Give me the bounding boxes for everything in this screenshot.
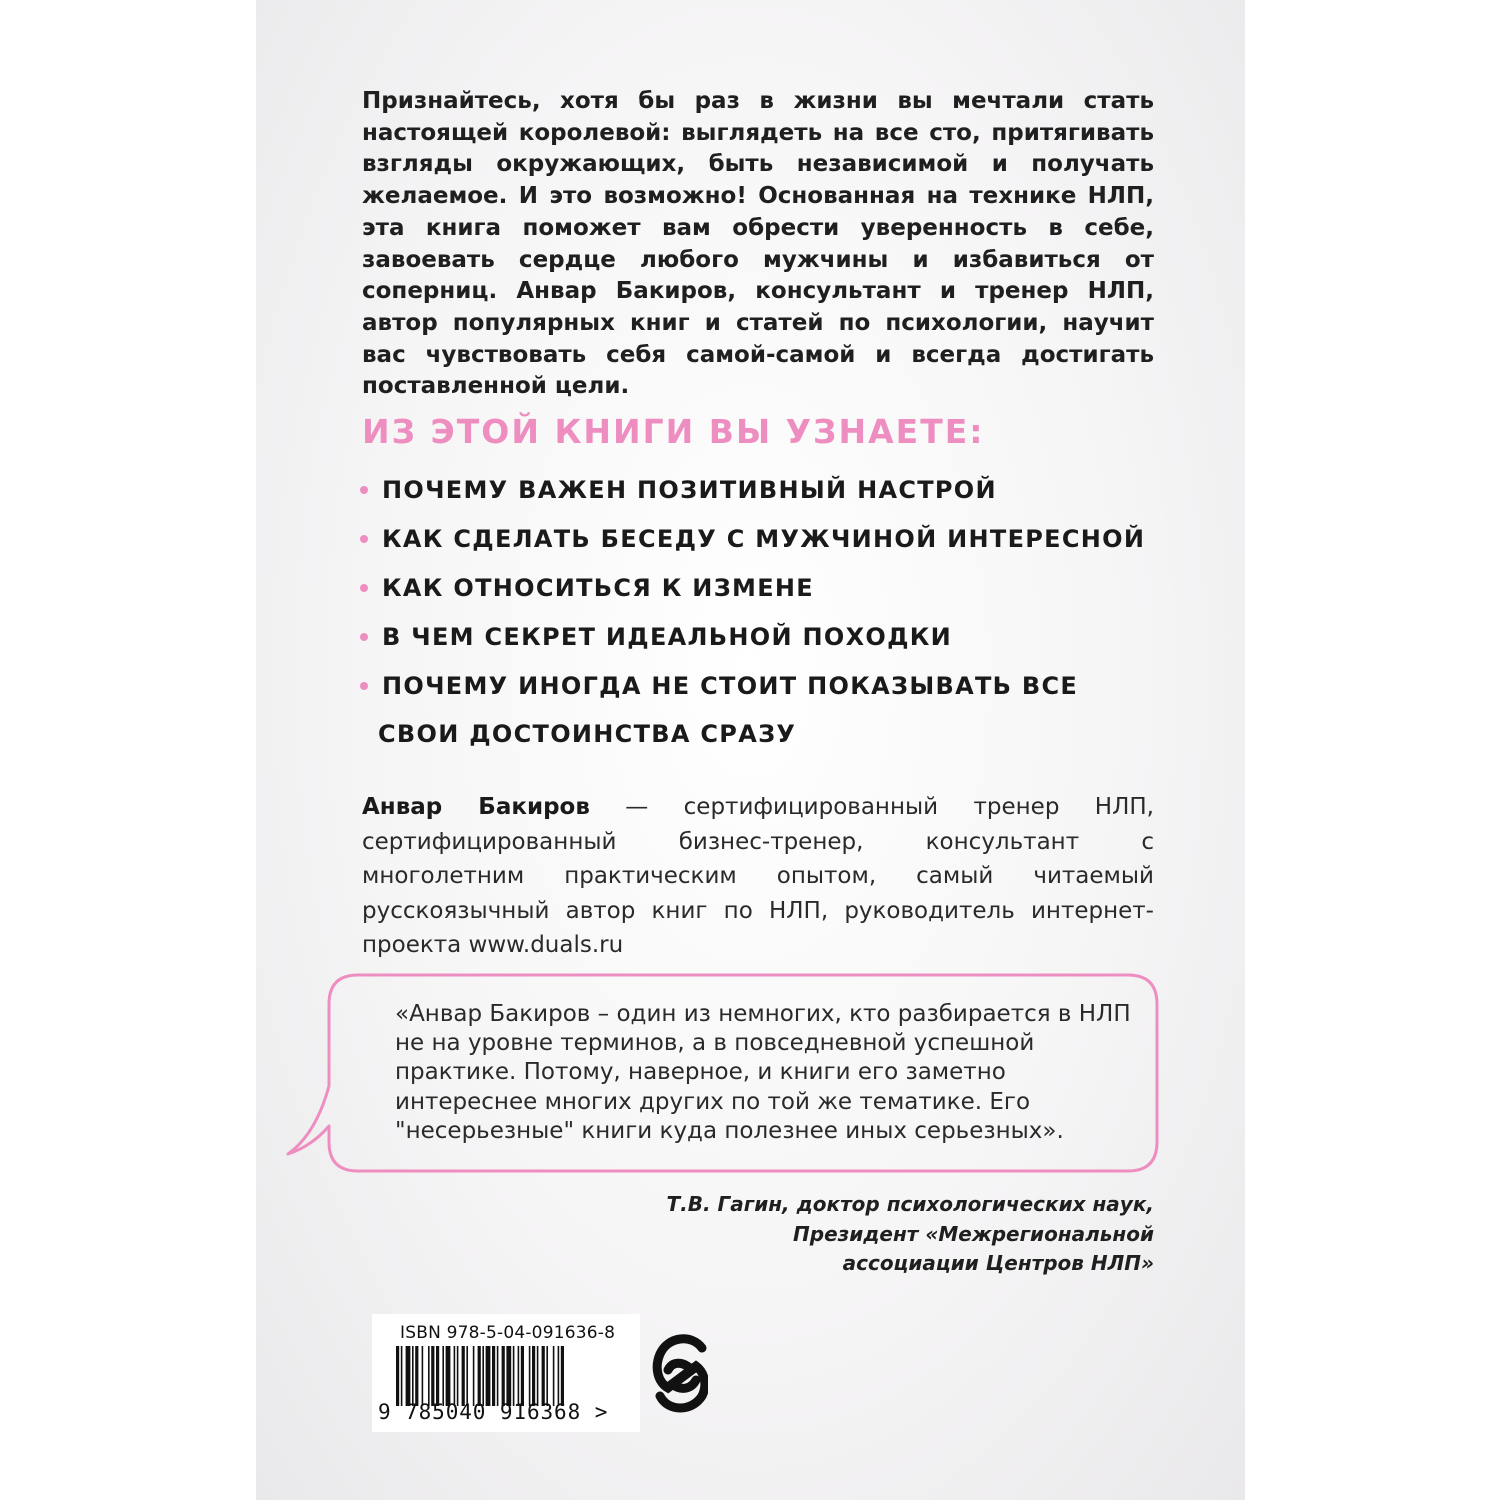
- bullet-dot-icon: [360, 486, 368, 494]
- eksmo-logo-icon: [652, 1330, 708, 1416]
- author-bio: [362, 790, 1154, 963]
- barcode-block: [372, 1314, 640, 1432]
- list-item: [360, 668, 1160, 752]
- list-item-text: В ЧЕМ СЕКРЕТ ИДЕАЛЬНОЙ ПОХОДКИ: [382, 623, 953, 651]
- intro-paragraph: Признайтесь, хотя бы раз в жизни вы мечтали стать настоящей королевой: выглядеть на все сто, притягивать взгляды окружающих, быть независимой и получать желаемое. И это возможно! Основанная на технике НЛП, эта книга поможет вам обрести уверенность в себе, завоевать сердце любого мужчины и избавиться от соперниц. Анвар Бакиров, консультант и тренер НЛП, автор популярных книг и статей по психологии, научит вас чувствовать себя самой-самой и всегда достигать поставленной цели.: [362, 88, 1154, 400]
- list-item-text: ПОЧЕМУ ВАЖЕН ПОЗИТИВНЫЙ НАСТРОЙ: [382, 476, 997, 504]
- list-item-text: КАК ОТНОСИТЬСЯ К ИЗМЕНЕ: [382, 574, 815, 602]
- signature-line: ассоциации Центров НЛП»: [842, 1251, 1154, 1275]
- list-item: [360, 472, 1160, 508]
- learn-heading: ИЗ ЭТОЙ КНИГИ ВЫ УЗНАЕТЕ:: [362, 412, 985, 451]
- author-bio-text: — сертифицированный тренер НЛП, сертифицированный бизнес-тренер, консультант с многолетним практическим опытом, самый читаемый русскоязычный автор книг по НЛП, руководитель интернет-проекта www.duals.ru: [362, 794, 1154, 958]
- list-item-text: КАК СДЕЛАТЬ БЕСЕДУ С МУЖЧИНОЙ ИНТЕРЕСНОЙ: [382, 525, 1146, 553]
- isbn-label: ISBN 978-5-04-091636-8: [400, 1323, 616, 1343]
- bullet-dot-icon: [360, 535, 368, 543]
- signature-line: Президент «Межрегиональной: [793, 1221, 1154, 1246]
- ean-digits: 9 785040 916368 >: [378, 1400, 609, 1424]
- list-item: [360, 570, 1160, 606]
- barcode-icon: [396, 1346, 610, 1406]
- bullet-dot-icon: [360, 633, 368, 641]
- bullet-dot-icon: [360, 584, 368, 592]
- signature-line: Т.В. Гагин, доктор психологических наук,: [666, 1192, 1154, 1216]
- list-item-text: ПОЧЕМУ ИНОГДА НЕ СТОИТ ПОКАЗЫВАТЬ ВСЕ: [382, 672, 1079, 700]
- quote-text: «Анвар Бакиров – один из немногих, кто разбирается в НЛП не на уровне терминов, а в повседневной успешной практике. Потому, наверное, и книги его заметно интереснее многих других по той же тематике. Его "несерьезные" книги куда полезнее иных серьезных».: [395, 1001, 1131, 1144]
- list-item: [360, 619, 1160, 655]
- quote-signature: [594, 1190, 1154, 1279]
- author-name: Анвар Бакиров: [362, 794, 590, 820]
- list-item: [360, 521, 1160, 557]
- bullet-dot-icon: [360, 682, 368, 690]
- learn-list: [360, 472, 1160, 765]
- list-item-text-continued: СВОИ ДОСТОИНСТВА СРАЗУ: [378, 720, 797, 748]
